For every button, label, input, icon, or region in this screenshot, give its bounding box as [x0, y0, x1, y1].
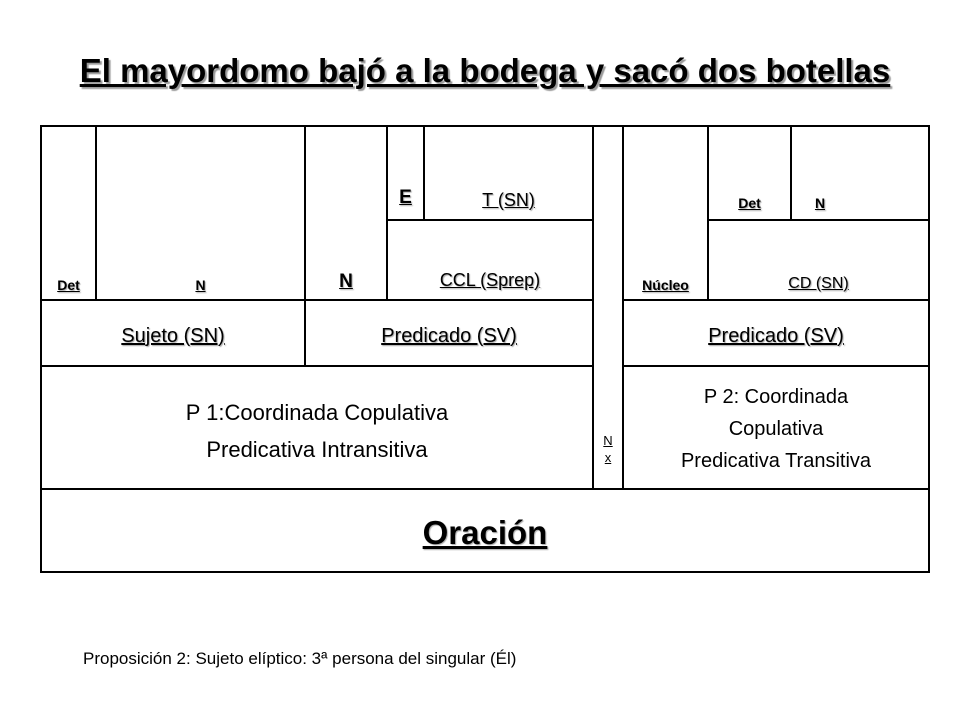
- proposicion-2-line-1: P 2: Coordinada: [703, 385, 849, 408]
- proposicion-2-line-2: Copulativa: [728, 417, 824, 440]
- oracion-label: Oración: [422, 513, 548, 551]
- proposicion-2-cell: [624, 367, 928, 488]
- proposicion-1-cell: [42, 367, 592, 488]
- predicado-label-2: Predicado (SV): [708, 324, 844, 347]
- e-label: E: [399, 187, 412, 208]
- det-label-1: Det: [57, 277, 80, 293]
- footnote: Proposición 2: Sujeto elíptico: 3ª persona del singular (Él): [83, 649, 517, 668]
- det-label-2: Det: [738, 195, 761, 211]
- t-sn-label: T (SN): [482, 190, 535, 210]
- n-label-1: N: [195, 277, 206, 293]
- cd-sn-label: CD (SN): [788, 275, 849, 292]
- sentence-title: El mayordomo bajó a la bodega y sacó dos botellas: [79, 52, 891, 89]
- n-label-2: N: [339, 271, 353, 292]
- ccl-sprep-label: CCL (Sprep): [439, 270, 541, 290]
- syntax-analysis-table: [40, 125, 930, 573]
- nexo-x-label: x: [604, 450, 612, 465]
- proposicion-1-line-2: Predicativa Intransitiva: [206, 436, 428, 462]
- nucleo-label: Núcleo: [642, 277, 689, 293]
- nexo-cell: [594, 432, 622, 482]
- proposicion-1-line-1: P 1:Coordinada Copulativa: [185, 399, 449, 425]
- proposicion-2-line-3: Predicativa Transitiva: [680, 449, 872, 472]
- n-label-3: N: [814, 195, 826, 211]
- predicado-label-1: Predicado (SV): [381, 324, 517, 347]
- sujeto-label: Sujeto (SN): [121, 324, 225, 347]
- nexo-n-label: N: [603, 433, 613, 448]
